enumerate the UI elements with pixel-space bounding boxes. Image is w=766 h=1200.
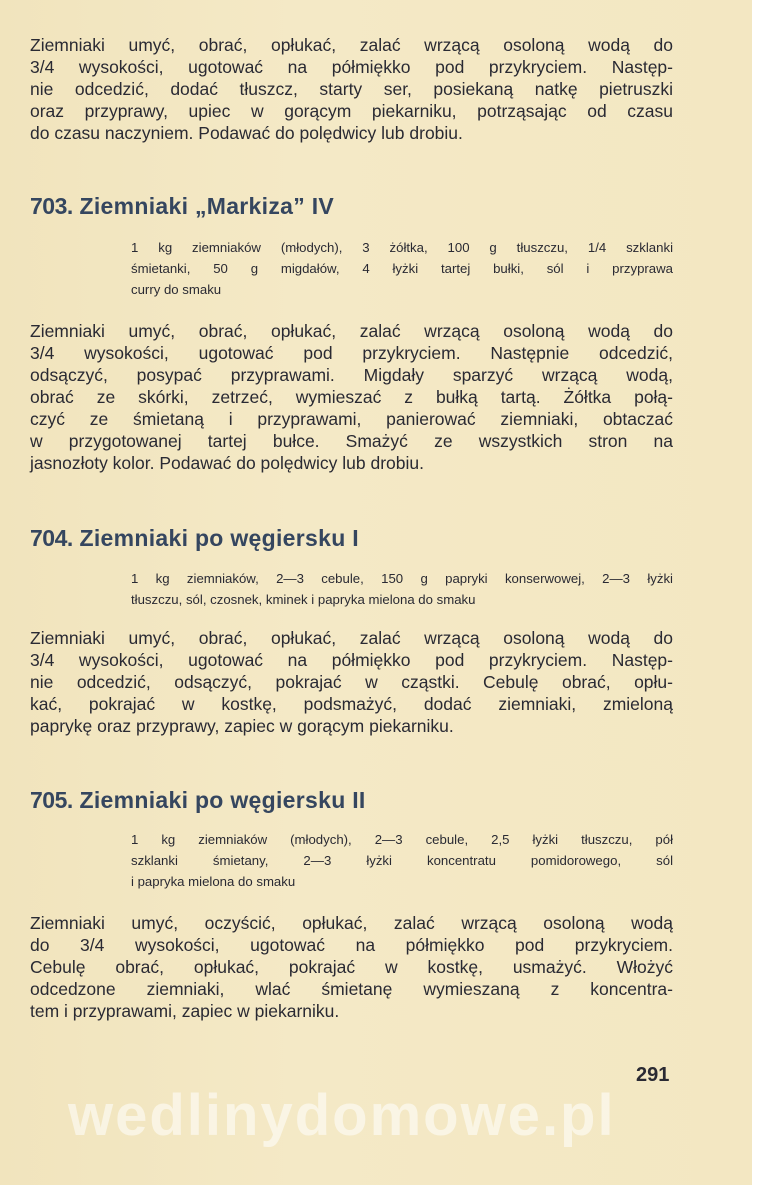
recipe-703-heading bbox=[30, 193, 334, 220]
recipe-title: Ziemniaki po węgiersku II bbox=[79, 787, 366, 813]
text-line: nie odcedzić, dodać tłuszcz, starty ser, posiekaną natkę pietruszki bbox=[30, 79, 673, 99]
recipe-704-heading bbox=[30, 525, 359, 552]
text-line: Ziemniaki umyć, obrać, opłukać, zalać wrzącą osoloną wodą do bbox=[30, 628, 673, 648]
text-line: czyć ze śmietaną i przyprawami, panierować ziemniaki, obtaczać bbox=[30, 409, 673, 429]
recipe-703-ingredients bbox=[131, 237, 673, 300]
text-line: 3/4 wysokości, ugotować pod przykryciem. Następnie odcedzić, bbox=[30, 343, 673, 363]
ingredient-line: curry do smaku bbox=[131, 282, 222, 297]
text-line: obrać ze skórki, zetrzeć, wymieszać z bułką tartą. Żółtka połą- bbox=[30, 387, 673, 407]
watermark: wedlinydomowe.pl bbox=[68, 1083, 616, 1148]
text-line: do 3/4 wysokości, ugotować na półmiękko pod przykryciem. bbox=[30, 935, 673, 955]
text-line: odcedzone ziemniaki, wlać śmietanę wymieszaną z koncentra- bbox=[30, 979, 673, 999]
text-line: w przygotowanej tartej bułce. Smażyć ze wszystkich stron na bbox=[30, 431, 673, 451]
text-line: do czasu naczyniem. Podawać do polędwicy lub drobiu. bbox=[30, 123, 463, 143]
recipe-705-instructions bbox=[30, 912, 673, 1022]
ingredient-line: 1 kg ziemniaków, 2—3 cebule, 150 g papryki konserwowej, 2—3 łyżki bbox=[131, 571, 673, 586]
recipe-704-instructions bbox=[30, 627, 673, 737]
text-line: kać, pokrajać w kostkę, podsmażyć, dodać ziemniaki, zmieloną bbox=[30, 694, 673, 714]
text-line: 3/4 wysokości, ugotować na półmiękko pod przykryciem. Następ- bbox=[30, 57, 673, 77]
text-line: jasnozłoty kolor. Podawać do polędwicy lub drobiu. bbox=[30, 453, 424, 473]
text-line: paprykę oraz przyprawy, zapiec w gorącym piekarniku. bbox=[30, 716, 454, 736]
recipe-number: 703. bbox=[30, 193, 73, 219]
ingredient-line: 1 kg ziemniaków (młodych), 2—3 cebule, 2,5 łyżki tłuszczu, pół bbox=[131, 832, 673, 847]
recipe-705-ingredients bbox=[131, 829, 673, 892]
text-line: Ziemniaki umyć, obrać, opłukać, zalać wrzącą osoloną wodą do bbox=[30, 35, 673, 55]
text-line: odsączyć, posypać przyprawami. Migdały sparzyć wrzącą wodą, bbox=[30, 365, 673, 385]
intro-paragraph bbox=[30, 34, 673, 144]
recipe-705-heading bbox=[30, 787, 366, 814]
recipe-number: 705. bbox=[30, 787, 73, 813]
text-line: Cebulę obrać, opłukać, pokrajać w kostkę, usmażyć. Włożyć bbox=[30, 957, 673, 977]
recipe-title: Ziemniaki „Markiza” IV bbox=[79, 193, 335, 219]
ingredient-line: i papryka mielona do smaku bbox=[131, 874, 296, 889]
text-line: tem i przyprawami, zapiec w piekarniku. bbox=[30, 1001, 340, 1021]
ingredient-line: tłuszczu, sól, czosnek, kminek i papryka mielona do smaku bbox=[131, 592, 476, 607]
recipe-number: 704. bbox=[30, 525, 73, 551]
ingredient-line: szklanki śmietany, 2—3 łyżki koncentratu pomidorowego, sól bbox=[131, 853, 673, 868]
text-line: nie odcedzić, odsączyć, pokrajać w cząstki. Cebulę obrać, opłu- bbox=[30, 672, 673, 692]
recipe-703-instructions bbox=[30, 320, 673, 474]
page-number: 291 bbox=[636, 1064, 670, 1086]
text-line: Ziemniaki umyć, obrać, opłukać, zalać wrzącą osoloną wodą do bbox=[30, 321, 673, 341]
text-line: 3/4 wysokości, ugotować na półmiękko pod przykryciem. Następ- bbox=[30, 650, 673, 670]
text-line: oraz przyprawy, upiec w gorącym piekarniku, potrząsając od czasu bbox=[30, 101, 673, 121]
recipe-title: Ziemniaki po węgiersku I bbox=[79, 525, 359, 551]
recipe-704-ingredients bbox=[131, 568, 673, 610]
ingredient-line: 1 kg ziemniaków (młodych), 3 żółtka, 100 g tłuszczu, 1/4 szklanki bbox=[131, 240, 673, 255]
ingredient-line: śmietanki, 50 g migdałów, 4 łyżki tartej bułki, sól i przyprawa bbox=[131, 261, 673, 276]
text-line: Ziemniaki umyć, oczyścić, opłukać, zalać wrzącą osoloną wodą bbox=[30, 913, 673, 933]
